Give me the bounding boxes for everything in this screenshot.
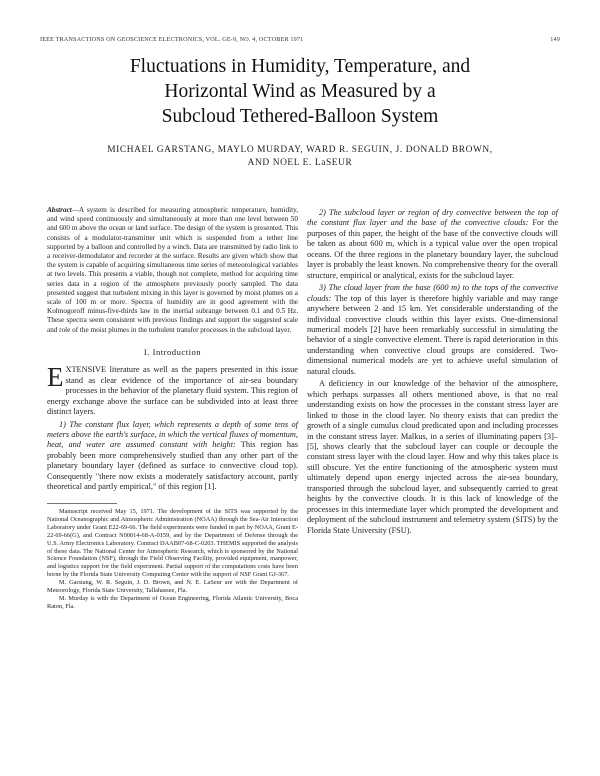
running-head [40,36,560,43]
authors-line: MICHAEL GARSTANG, MAYLO MURDAY, WARD R. SEGUIN, J. DONALD BROWN, [107,145,493,155]
section-heading: I. Introduction [143,346,202,357]
title-line: Horizontal Wind as Measured by a [164,81,436,102]
layer-2-heading: 2) The subcloud layer or region of dry convective between the top of the constant flux layer and the base of the convective clouds: [307,208,558,228]
footnote: M. Garstang, W. R. Seguin, J. D. Brown, and N. E. LaSeur are with the Department of Meteorology, Florida State University, Tallahassee, Fla. [47,579,298,595]
paper-title [40,54,560,129]
authors-line: AND NOEL E. LaSEUR [247,158,353,168]
intro-paragraph [47,362,298,417]
deficiency-paragraph: A deficiency in our knowledge of the behavior of the atmosphere, which perhaps surpasses all others mentioned above, is that no real understanding exists on how the processes in the constant stress layer are linked to those in the cloud layer. No theory exists that can predict the growth of a single cumulus cloud predicated upon and including processes in the constant stress layer. Malkus, in a series of illuminating papers [3]–[5], shows clearly that the subcloud layer can couple or decouple the constant stress layer with the cloud layer. How and why this takes place is still obscure. Yet the entire functioning of the atmospheric system must ultimately depend upon energy injected across the air-sea boundary, transported through the subcloud layer, and subsequently carried to great heights by the convective clouds. It is this lack of knowledge of the processes in this intermediate layer which prompted the development and deployment of the subcloud instrument and telemetry system (SITS) by the Florida State University (FSU). [307,379,558,535]
layer-2-text: For the purposes of this paper, the height of the base of the convective clouds will be taken as about 600 m, which is a typical value over the open tropical oceans. Of the three regions in the planetary boundary layer, the subcloud layer is probably the least known. No comprehensive theory for the overall structure, empirical or analytical, exists for the subcloud layer. [307,218,559,280]
layer-1-text: This region has probably been more comprehensively studied than any other part of the planetary boundary layer (defined as surface to convective cloud top). Consequently "there now exists a moderately satisfactory account, partly theoretical and partly empirical," of this region [1]. [47,440,298,492]
drop-cap: E [47,362,64,393]
title-line: Subcloud Tethered-Balloon System [161,106,439,127]
abstract-label: Abstract [47,206,72,214]
author-list [40,144,560,170]
journal-citation: IEEE TRANSACTIONS ON GEOSCIENCE ELECTRONICS, VOL. GE-9, NO. 4, OCTOBER 1971 [40,36,304,43]
layer-3-heading: 3) The cloud layer from the base (600 m) to the tops of the convective clouds: [307,283,558,303]
layer-3-paragraph [307,283,558,377]
intro-text: XTENSIVE literature as well as the papers presented in this issue stand as clear evidence of the importance of air-sea boundary processes in the behavior of the planetary fluid system. This region of energy exchange above the surface can be subdivided into at least three distinct layers. [47,365,298,417]
footnote: M. Murday is with the Department of Ocean Engineering, Florida Atlantic University, Boca Raton, Fla. [47,595,298,611]
right-column [307,206,558,536]
left-column [47,206,298,611]
layer-2-paragraph [307,208,558,281]
abstract-text: —A system is described for measuring atmospheric temperature, humidity, and wind speed continuously and simultaneously at more than one level between 50 and 600 m above the ocean or land surface. The design of the system is presented. This consists of a modulator-transmitter unit which is suspended from a tether line supported by a balloon and controlled by a winch. Data are transmitted by radio link to a receiver-demodulator and recorder at the surface. Results are given which show that the system is capable of acquiring simultaneous time series of meteorological variables at two levels. This presents a viable, though not complete, method for acquiring time series data in a region of the atmosphere previously poorly sampled. The data presented suggest that turbulent mixing in this layer is governed by moist plumes on a scale of 100 m or more. Spectra of humidity are in good agreement with the Kolmogoroff minus-five-thirds law in the inertial subrange between 0.1 and 0.5 Hz. These spectra seem consistent with previous findings and support the suggested scale and role of the moist plumes in the turbulent transfer processes in the subcloud layer. [47,206,298,334]
title-line: Fluctuations in Humidity, Temperature, and [129,56,471,77]
footnote: Manuscript received May 15, 1971. The development of the SITS was supported by the National Oceanographic and Atmospheric Administration (NOAA) through the Sea-Air Interaction Laboratory under Grant E22-69-66. The field experiments were funded in part by NOAA, Grant E-22-69-66(G), and Contract N00014-68-A-0159, and by the Department of Defense through the U.S. Army Electronics Laboratory. Contract DAAB07-68-C-0203. THEMIS supported the analysis of these data. The National Center for Atmospheric Research, which is sponsored by the National Science Foundation (NSF), through the Field Observing Facility, provided equipment, manpower, and logistics support for the field experiment. Partial support of the computations costs have been borne by the Florida State University Computing Center with the support of NSF Grant GJ-367. [47,507,298,579]
footnotes [47,508,298,611]
abstract [47,206,298,335]
layer-3-text: The top of this layer is therefore highly variable and may range anywhere between 2 and 15 km. Yet considerable understanding of the individual convective clouds within this layer exists. One-dimensional numerical models [2] have been remarkably successful in simulating the behavior of a single convective element. There is rapid deterioration in this understanding when convective cloud groups are considered. Two-dimensional numerical models are yet to achieve useful simulation of natural clouds. [307,293,558,376]
layer-1-paragraph [47,420,298,493]
footnote-divider [47,503,117,504]
layer-1-heading: 1) The constant flux layer, which represents a depth of some tens of meters above the earth's surface, in which the vertical fluxes of momentum, heat, and water are assumed constant with height: [47,419,298,450]
page-number: 149 [550,36,560,43]
